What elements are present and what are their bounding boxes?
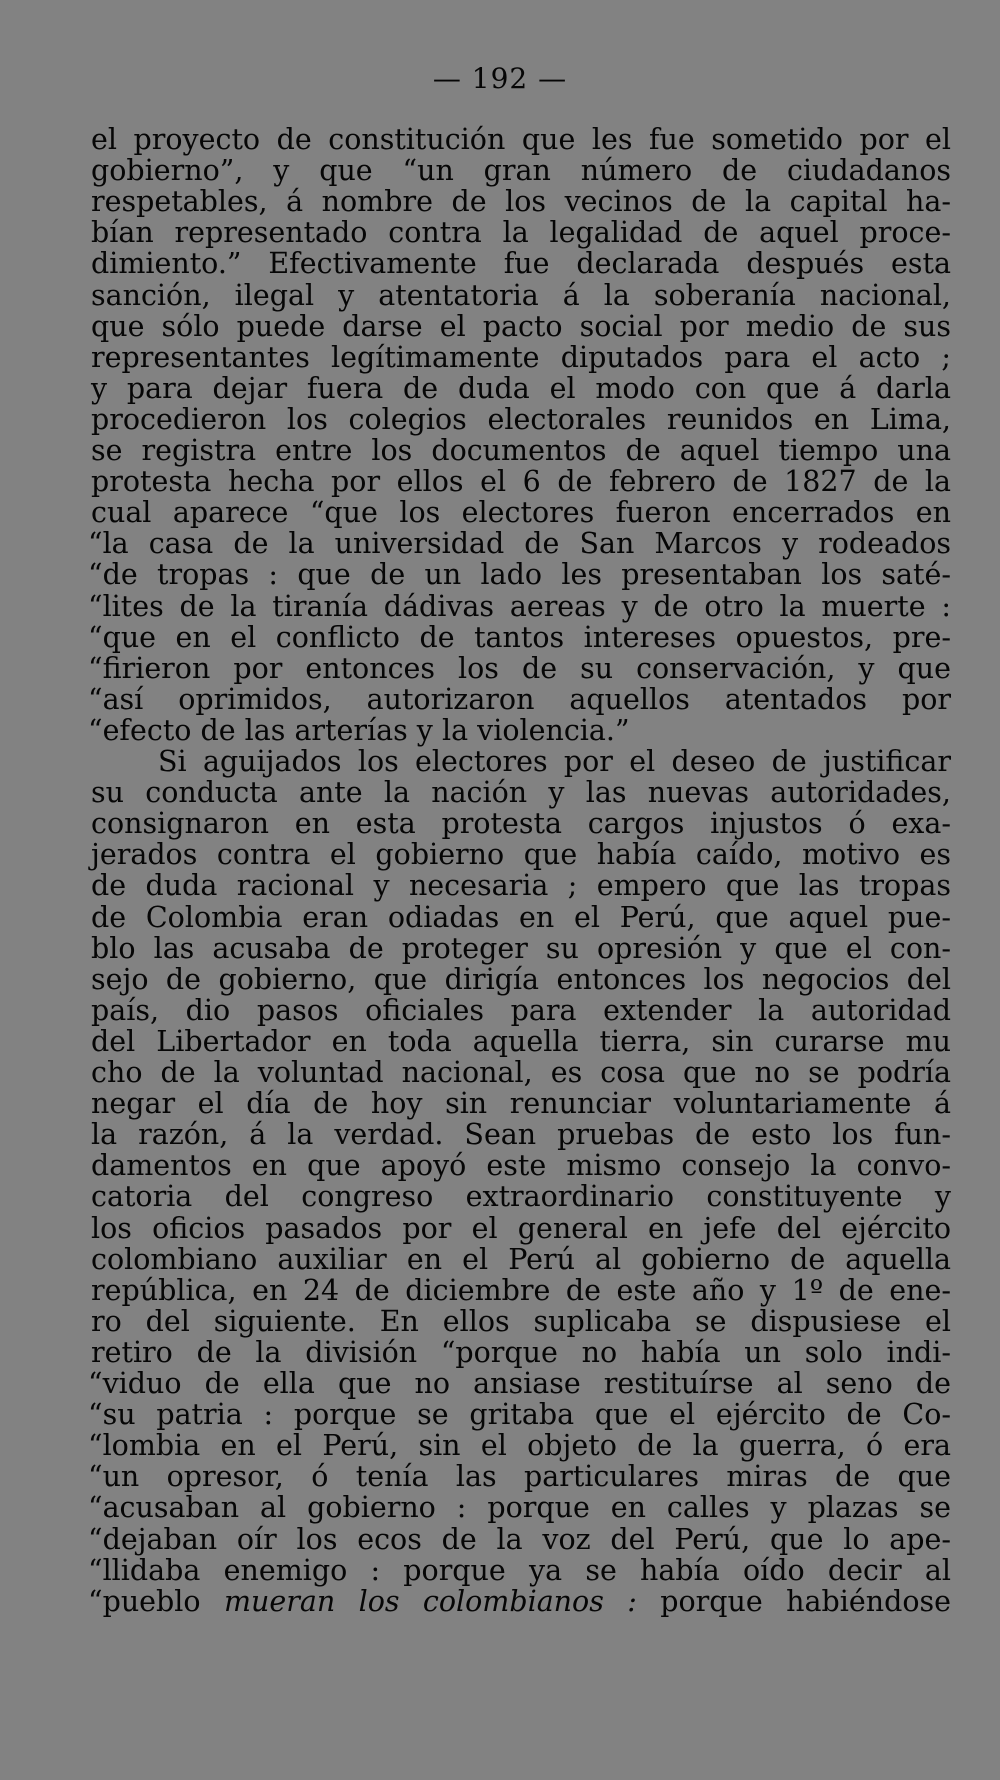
text-line: respetables, á nombre de los vecinos de la capital ha- bbox=[91, 185, 951, 219]
text-line: “que en el conflicto de tantos intereses opuestos, pre- bbox=[88, 620, 951, 654]
text-line: la razón, á la verdad. Sean pruebas de esto los fun- bbox=[91, 1118, 951, 1152]
text-line: de Colombia eran odiadas en el Perú, que aquel pue- bbox=[91, 900, 951, 934]
text-line: “su patria : porque se gritaba que el ejército de Co- bbox=[88, 1398, 951, 1432]
text-line: damentos en que apoyó este mismo consejo la convo- bbox=[91, 1149, 951, 1183]
text-line: país, dio pasos oficiales para extender la autoridad bbox=[91, 993, 951, 1027]
text-line: consignaron en esta protesta cargos injustos ó exa- bbox=[91, 807, 951, 841]
text-line: cho de la voluntad nacional, es cosa que no se podría bbox=[91, 1056, 951, 1089]
text-line-final bbox=[88, 1586, 951, 1617]
text-line: “efecto de las arterías y la violencia.” bbox=[88, 713, 630, 747]
text-line: “firieron por entonces los de su conservación, y que bbox=[88, 651, 951, 685]
text-line: sejo de gobierno, que dirigía entonces los negocios del bbox=[91, 962, 951, 996]
text-line: de duda racional y necesaria ; empero que las tropas bbox=[91, 869, 951, 903]
text-line: sanción, ilegal y atentatoria á la soberanía nacional, bbox=[91, 278, 951, 312]
italic-quote: mueran los colombianos : bbox=[223, 1584, 637, 1618]
text-line: y para dejar fuera de duda el modo con que á darla bbox=[91, 371, 951, 405]
text-line: “la casa de la universidad de San Marcos y rodeados bbox=[88, 527, 951, 561]
text-line: protesta hecha por ellos el 6 de febrero de 1827 de la bbox=[91, 465, 951, 499]
text-line: colombiano auxiliar en el Perú al gobierno de aquella bbox=[91, 1242, 951, 1276]
text-line: “lombia en el Perú, sin el objeto de la guerra, ó era bbox=[88, 1429, 951, 1463]
text-line: ro del siguiente. En ellos suplicaba se dispusiese el bbox=[91, 1304, 951, 1338]
text-line: “llidaba enemigo : porque ya se había oído decir al bbox=[88, 1553, 951, 1587]
text-line: los oficios pasados por el general en jefe del ejército bbox=[91, 1211, 951, 1245]
text-line: su conducta ante la nación y las nuevas autoridades, bbox=[91, 776, 951, 810]
text-line: retiro de la división “porque no había un solo indi- bbox=[91, 1335, 951, 1369]
text-line: bían representado contra la legalidad de aquel proce- bbox=[91, 216, 951, 250]
text-line: “lites de la tiranía dádivas aereas y de otro la muerte : bbox=[88, 589, 951, 623]
text-line: blo las acusaba de proteger su opresión y que el con- bbox=[91, 931, 951, 965]
text-line: se registra entre los documentos de aquel tiempo una bbox=[91, 434, 951, 467]
text-line: “así oprimidos, autorizaron aquellos atentados por bbox=[88, 682, 951, 716]
text-line: dimiento.” Efectivamente fue declarada después esta bbox=[91, 247, 951, 281]
text-line: el proyecto de constitución que les fue sometido por el bbox=[91, 123, 951, 156]
final-line-end: porque habiéndose bbox=[636, 1584, 951, 1618]
text-line: “de tropas : que de un lado les presentaban los saté- bbox=[88, 558, 951, 592]
text-line: “dejaban oír los ecos de la voz del Perú, que lo ape- bbox=[88, 1522, 951, 1556]
final-line-start: “pueblo bbox=[88, 1584, 224, 1618]
text-line: catoria del congreso extraordinario constituyente y bbox=[91, 1180, 951, 1214]
text-line: jerados contra el gobierno que había caído, motivo es bbox=[91, 838, 951, 872]
text-line: procedieron los colegios electorales reunidos en Lima, bbox=[91, 402, 951, 436]
page-number-header: — 192 — bbox=[432, 62, 568, 95]
text-line: Si aguijados los electores por el deseo de justificar bbox=[158, 745, 951, 778]
text-line: que sólo puede darse el pacto social por medio de sus bbox=[91, 309, 951, 343]
text-line: cual aparece “que los electores fueron encerrados en bbox=[91, 496, 951, 530]
text-line: “acusaban al gobierno : porque en calles y plazas se bbox=[88, 1491, 951, 1525]
text-line: negar el día de hoy sin renunciar voluntariamente á bbox=[91, 1087, 951, 1121]
text-line: del Libertador en toda aquella tierra, sin curarse mu bbox=[91, 1024, 951, 1058]
text-line: representantes legítimamente diputados para el acto ; bbox=[91, 340, 951, 374]
text-line: gobierno”, y que “un gran número de ciudadanos bbox=[91, 154, 951, 188]
text-line: “un opresor, ó tenía las particulares miras de que bbox=[88, 1460, 951, 1494]
text-line: “viduo de ella que no ansiase restituírse al seno de bbox=[88, 1367, 951, 1400]
text-line: república, en 24 de diciembre de este año y 1º de ene- bbox=[91, 1273, 951, 1307]
